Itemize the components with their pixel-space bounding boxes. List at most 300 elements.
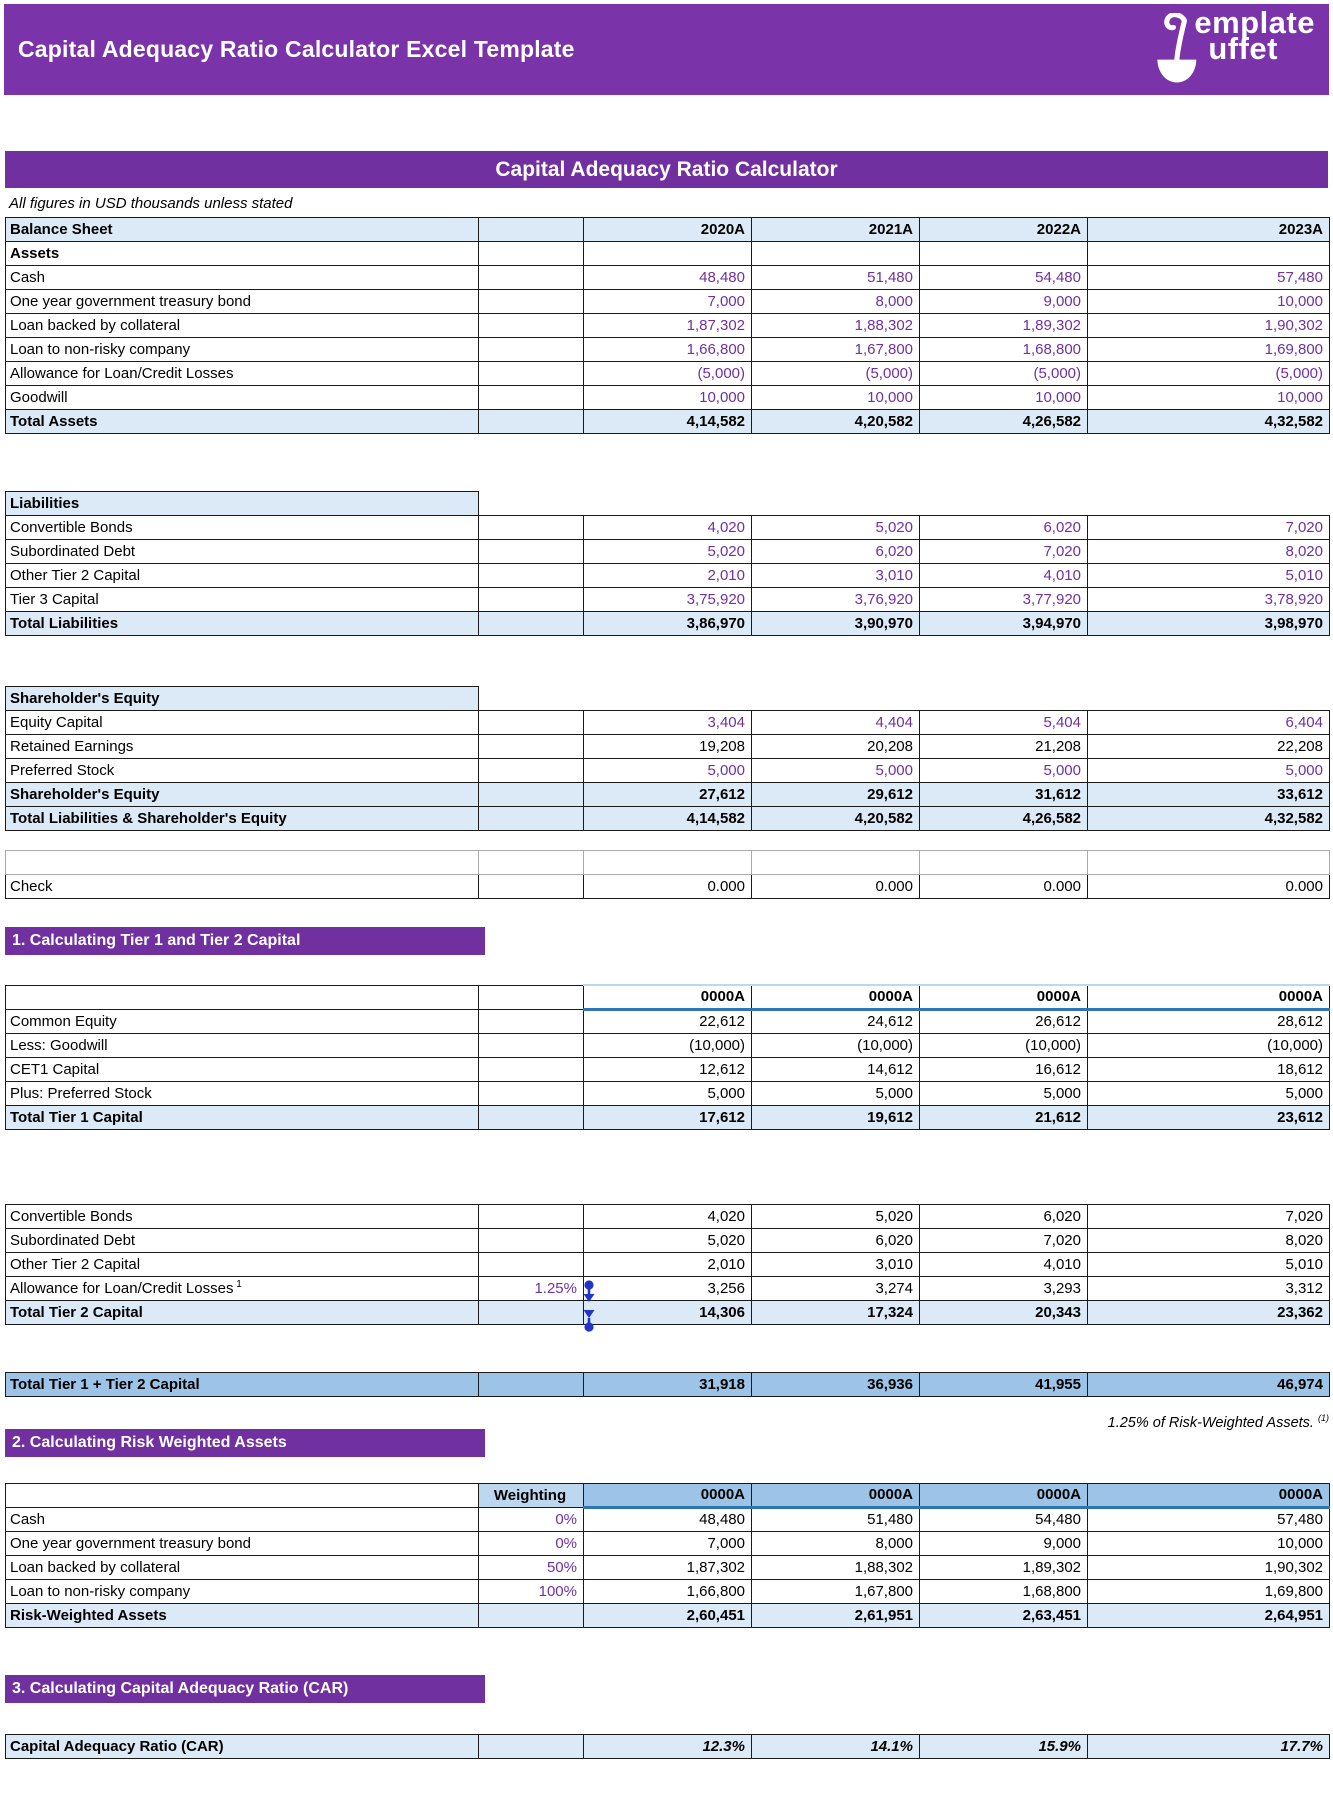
- row-label-cell[interactable]: Retained Earnings: [6, 735, 479, 759]
- total-liabilities-row: [6, 612, 1330, 636]
- value-cell[interactable]: (10,000): [1088, 1033, 1330, 1057]
- value-cell[interactable]: 7,020: [1088, 1204, 1330, 1228]
- value-cell[interactable]: 1,90,302: [1088, 314, 1330, 338]
- value-cell[interactable]: 24,612: [752, 1009, 920, 1033]
- row-label-cell[interactable]: Other Tier 2 Capital: [6, 1252, 479, 1276]
- value-cell[interactable]: 5,000: [920, 1081, 1088, 1105]
- value-cell[interactable]: 23,362: [1088, 1300, 1330, 1324]
- weight-cell[interactable]: [479, 612, 584, 636]
- rwa-table: [5, 1483, 1330, 1628]
- weight-cell[interactable]: [479, 711, 584, 735]
- value-cell[interactable]: (10,000): [920, 1033, 1088, 1057]
- row-label-cell[interactable]: Loan to non-risky company: [6, 338, 479, 362]
- app-header: [4, 4, 1329, 95]
- value-cell[interactable]: 5,000: [584, 759, 752, 783]
- value-cell[interactable]: 3,293: [920, 1276, 1088, 1300]
- value-cell[interactable]: 33,612: [1088, 783, 1330, 807]
- section-banner-car[interactable]: 3. Calculating Capital Adequacy Ratio (CAR): [5, 1675, 485, 1703]
- row-label-cell[interactable]: Capital Adequacy Ratio (CAR): [6, 1734, 479, 1758]
- weight-cell[interactable]: [479, 314, 584, 338]
- weight-cell[interactable]: [479, 218, 584, 242]
- cash-row: [6, 266, 1330, 290]
- value-cell[interactable]: 0000A: [752, 1483, 920, 1507]
- value-cell[interactable]: 7,020: [1088, 516, 1330, 540]
- value-cell[interactable]: 17,612: [584, 1105, 752, 1129]
- value-cell[interactable]: 51,480: [752, 1507, 920, 1531]
- tier1-masked-header-row: [6, 985, 1330, 1009]
- weight-cell[interactable]: [479, 564, 584, 588]
- retained-earnings-row: [6, 735, 1330, 759]
- value-cell[interactable]: 0000A: [752, 985, 920, 1009]
- row-label-cell[interactable]: Total Liabilities & Shareholder's Equity: [6, 807, 479, 831]
- value-cell[interactable]: 5,000: [920, 759, 1088, 783]
- row-label-cell[interactable]: Balance Sheet: [6, 218, 479, 242]
- value-cell[interactable]: 4,14,582: [584, 410, 752, 434]
- value-cell[interactable]: 41,955: [920, 1372, 1088, 1396]
- value-cell[interactable]: (10,000): [584, 1033, 752, 1057]
- value-cell[interactable]: [920, 687, 1088, 711]
- value-cell[interactable]: 2,010: [584, 1252, 752, 1276]
- value-cell[interactable]: 18,612: [1088, 1057, 1330, 1081]
- row-label-cell[interactable]: One year government treasury bond: [6, 1531, 479, 1555]
- value-cell[interactable]: 4,010: [920, 1252, 1088, 1276]
- value-cell[interactable]: [752, 492, 920, 516]
- value-cell[interactable]: 4,14,582: [584, 807, 752, 831]
- value-cell[interactable]: 17.7%: [1088, 1734, 1330, 1758]
- weight-cell[interactable]: [479, 386, 584, 410]
- value-cell[interactable]: 8,000: [752, 1531, 920, 1555]
- value-cell[interactable]: 8,020: [1088, 1228, 1330, 1252]
- value-cell[interactable]: 23,612: [1088, 1105, 1330, 1129]
- weight-cell[interactable]: [479, 1009, 584, 1033]
- value-cell[interactable]: 54,480: [920, 266, 1088, 290]
- value-cell[interactable]: (10,000): [752, 1033, 920, 1057]
- value-cell[interactable]: 3,90,970: [752, 612, 920, 636]
- brand-logo-text: [1194, 4, 1315, 66]
- row-label-cell[interactable]: Tier 3 Capital: [6, 588, 479, 612]
- weight-cell[interactable]: [479, 985, 584, 1009]
- loan-to-non-risky-company-row: [6, 338, 1330, 362]
- subordinated-debt-row: [6, 1228, 1330, 1252]
- value-cell[interactable]: 12.3%: [584, 1734, 752, 1758]
- weight-cell[interactable]: [479, 516, 584, 540]
- value-cell[interactable]: 6,020: [920, 516, 1088, 540]
- row-label-cell[interactable]: Total Tier 1 + Tier 2 Capital: [6, 1372, 479, 1396]
- row-label-cell[interactable]: Total Assets: [6, 410, 479, 434]
- sheet-title-bar[interactable]: Capital Adequacy Ratio Calculator: [5, 151, 1328, 188]
- total-liabilities-shareholder-s-equity-row: [6, 807, 1330, 831]
- value-cell[interactable]: 21,612: [920, 1105, 1088, 1129]
- value-cell[interactable]: (5,000): [584, 362, 752, 386]
- weight-cell[interactable]: [479, 1228, 584, 1252]
- weight-cell[interactable]: [479, 759, 584, 783]
- brand-logo-line1: emplate: [1194, 4, 1315, 40]
- value-cell[interactable]: 36,936: [752, 1372, 920, 1396]
- row-label-cell[interactable]: Plus: Preferred Stock: [6, 1081, 479, 1105]
- value-cell[interactable]: 4,020: [584, 516, 752, 540]
- check-table: [5, 850, 1330, 899]
- value-cell[interactable]: 1,87,302: [584, 1555, 752, 1579]
- rwa-footnote-sup: (1): [1318, 1412, 1329, 1423]
- weight-cell[interactable]: [479, 875, 584, 899]
- value-cell[interactable]: 2,64,951: [1088, 1603, 1330, 1627]
- row-label-cell[interactable]: [6, 1483, 479, 1507]
- weight-cell[interactable]: 50%: [479, 1555, 584, 1579]
- trace-arrow-icon: [581, 1280, 597, 1332]
- value-cell[interactable]: 3,86,970: [584, 612, 752, 636]
- weight-cell[interactable]: [479, 1734, 584, 1758]
- value-cell[interactable]: 1,68,800: [920, 1579, 1088, 1603]
- value-cell[interactable]: 10,000: [584, 386, 752, 410]
- value-cell[interactable]: (5,000): [752, 362, 920, 386]
- value-cell[interactable]: 27,612: [584, 783, 752, 807]
- value-cell[interactable]: 1,90,302: [1088, 1555, 1330, 1579]
- value-cell[interactable]: 31,918: [584, 1372, 752, 1396]
- value-cell[interactable]: 0000A: [584, 985, 752, 1009]
- row-label-cell[interactable]: Loan to non-risky company: [6, 1579, 479, 1603]
- value-cell[interactable]: 26,612: [920, 1009, 1088, 1033]
- value-cell[interactable]: 57,480: [1088, 1507, 1330, 1531]
- value-cell[interactable]: 19,208: [584, 735, 752, 759]
- allowance-for-loan-credit-losses-row: [6, 362, 1330, 386]
- row-label-cell[interactable]: Convertible Bonds: [6, 516, 479, 540]
- value-cell[interactable]: 54,480: [920, 1507, 1088, 1531]
- value-cell[interactable]: 14,306: [584, 1300, 752, 1324]
- weight-cell[interactable]: [479, 1057, 584, 1081]
- row-label-cell[interactable]: Shareholder's Equity: [6, 687, 479, 711]
- row-label-cell[interactable]: Total Tier 1 Capital: [6, 1105, 479, 1129]
- value-cell[interactable]: 6,020: [920, 1204, 1088, 1228]
- value-cell[interactable]: 5,000: [752, 759, 920, 783]
- value-cell[interactable]: 29,612: [752, 783, 920, 807]
- balance-sheet-row: [6, 218, 1330, 242]
- value-cell[interactable]: 20,208: [752, 735, 920, 759]
- value-cell[interactable]: 5,010: [1088, 1252, 1330, 1276]
- row-label-cell[interactable]: Equity Capital: [6, 711, 479, 735]
- row-label-cell[interactable]: Assets: [6, 242, 479, 266]
- value-cell[interactable]: 2,61,951: [752, 1603, 920, 1627]
- row-label-cell[interactable]: Risk-Weighted Assets: [6, 1603, 479, 1627]
- weight-cell[interactable]: [479, 807, 584, 831]
- weight-cell[interactable]: [479, 338, 584, 362]
- value-cell[interactable]: 46,974: [1088, 1372, 1330, 1396]
- value-cell[interactable]: 3,312: [1088, 1276, 1330, 1300]
- weight-cell[interactable]: [479, 266, 584, 290]
- value-cell[interactable]: 2,63,451: [920, 1603, 1088, 1627]
- value-cell[interactable]: [1088, 851, 1330, 875]
- value-cell[interactable]: 5,020: [584, 540, 752, 564]
- capital-adequacy-ratio-car-row: [6, 1734, 1330, 1758]
- value-cell[interactable]: 1,87,302: [584, 314, 752, 338]
- value-cell[interactable]: 5,010: [1088, 564, 1330, 588]
- row-label-cell[interactable]: Goodwill: [6, 386, 479, 410]
- value-cell[interactable]: 7,020: [920, 1228, 1088, 1252]
- value-cell[interactable]: 4,404: [752, 711, 920, 735]
- equity-table: [5, 686, 1330, 831]
- row-label-cell[interactable]: Cash: [6, 266, 479, 290]
- other-tier-2-capital-row: [6, 1252, 1330, 1276]
- weight-cell[interactable]: [479, 783, 584, 807]
- weight-cell[interactable]: 100%: [479, 1579, 584, 1603]
- preferred-stock-row: [6, 759, 1330, 783]
- row-label-cell[interactable]: Cash: [6, 1507, 479, 1531]
- weight-cell[interactable]: [479, 1033, 584, 1057]
- tier-3-capital-row: [6, 588, 1330, 612]
- weight-cell[interactable]: [479, 588, 584, 612]
- common-equity-row: [6, 1009, 1330, 1033]
- value-cell[interactable]: [920, 851, 1088, 875]
- value-cell[interactable]: 3,78,920: [1088, 588, 1330, 612]
- allowance-for-loan-credit-losses-row: [6, 1276, 1330, 1300]
- row-label-cell[interactable]: Total Tier 2 Capital: [6, 1300, 479, 1324]
- value-cell[interactable]: 1,66,800: [584, 338, 752, 362]
- weight-cell[interactable]: 0%: [479, 1531, 584, 1555]
- value-cell[interactable]: 2022A: [920, 218, 1088, 242]
- weight-cell[interactable]: [479, 687, 584, 711]
- value-cell[interactable]: 16,612: [920, 1057, 1088, 1081]
- value-cell[interactable]: 7,000: [584, 290, 752, 314]
- weight-cell[interactable]: [479, 851, 584, 875]
- value-cell[interactable]: 21,208: [920, 735, 1088, 759]
- value-cell[interactable]: 4,010: [920, 564, 1088, 588]
- value-cell[interactable]: (5,000): [920, 362, 1088, 386]
- value-cell[interactable]: 7,020: [920, 540, 1088, 564]
- tier2-section: [0, 1204, 1333, 1325]
- value-cell[interactable]: 10,000: [1088, 1531, 1330, 1555]
- value-cell[interactable]: 3,94,970: [920, 612, 1088, 636]
- value-cell[interactable]: 5,000: [584, 1081, 752, 1105]
- weight-cell[interactable]: [479, 1372, 584, 1396]
- value-cell[interactable]: [752, 687, 920, 711]
- tier1-2-total-table: [5, 1372, 1330, 1397]
- value-cell[interactable]: 2021A: [752, 218, 920, 242]
- value-cell[interactable]: [920, 242, 1088, 266]
- value-cell[interactable]: 51,480: [752, 266, 920, 290]
- weight-cell[interactable]: [479, 410, 584, 434]
- weight-cell[interactable]: Weighting: [479, 1483, 584, 1507]
- weight-cell[interactable]: [479, 242, 584, 266]
- total-assets-row: [6, 410, 1330, 434]
- value-cell[interactable]: 5,000: [1088, 1081, 1330, 1105]
- rwa-footnote-text: 1.25% of Risk-Weighted Assets.: [1107, 1414, 1314, 1431]
- value-cell[interactable]: [752, 242, 920, 266]
- row-label-cell[interactable]: Allowance for Loan/Credit Losses: [6, 362, 479, 386]
- weight-cell[interactable]: [479, 1105, 584, 1129]
- value-cell[interactable]: 28,612: [1088, 1009, 1330, 1033]
- value-cell[interactable]: [584, 492, 752, 516]
- rwa-footnote[interactable]: [5, 1409, 1329, 1431]
- value-cell[interactable]: [584, 242, 752, 266]
- weight-cell[interactable]: [479, 1081, 584, 1105]
- weight-cell[interactable]: [479, 1300, 584, 1324]
- row-label-cell[interactable]: Allowance for Loan/Credit Losses $^1$: [6, 1276, 479, 1300]
- row-label-cell[interactable]: Other Tier 2 Capital: [6, 564, 479, 588]
- loan-backed-by-collateral-row: [6, 1555, 1330, 1579]
- value-cell[interactable]: 10,000: [920, 386, 1088, 410]
- row-label-cell[interactable]: CET1 Capital: [6, 1057, 479, 1081]
- value-cell[interactable]: 0.000: [752, 875, 920, 899]
- other-tier-2-capital-row: [6, 564, 1330, 588]
- weight-cell[interactable]: [479, 290, 584, 314]
- value-cell[interactable]: [1088, 687, 1330, 711]
- rwa-rwa-header-row: [6, 1483, 1330, 1507]
- weight-cell[interactable]: [479, 540, 584, 564]
- value-cell[interactable]: 1,88,302: [752, 314, 920, 338]
- value-cell[interactable]: 6,020: [752, 540, 920, 564]
- risk-weighted-assets-row: [6, 1603, 1330, 1627]
- row-label-cell[interactable]: [6, 985, 479, 1009]
- row-label-cell[interactable]: Preferred Stock: [6, 759, 479, 783]
- value-cell[interactable]: [1088, 242, 1330, 266]
- section-banner-tier-capital[interactable]: 1. Calculating Tier 1 and Tier 2 Capital: [5, 927, 485, 955]
- figures-note[interactable]: All figures in USD thousands unless stated: [9, 195, 293, 212]
- value-cell[interactable]: 2,010: [584, 564, 752, 588]
- value-cell[interactable]: 2,60,451: [584, 1603, 752, 1627]
- value-cell[interactable]: 10,000: [1088, 386, 1330, 410]
- value-cell[interactable]: 3,010: [752, 1252, 920, 1276]
- value-cell[interactable]: [752, 851, 920, 875]
- convertible-bonds-row: [6, 1204, 1330, 1228]
- value-cell[interactable]: [584, 687, 752, 711]
- value-cell[interactable]: 5,020: [584, 1228, 752, 1252]
- value-cell[interactable]: 0000A: [920, 985, 1088, 1009]
- value-cell[interactable]: 5,000: [752, 1081, 920, 1105]
- value-cell[interactable]: 4,020: [584, 1204, 752, 1228]
- row-label-cell[interactable]: Subordinated Debt: [6, 1228, 479, 1252]
- value-cell[interactable]: 17,324: [752, 1300, 920, 1324]
- shareholder-s-equity-row: [6, 783, 1330, 807]
- value-cell[interactable]: 10,000: [1088, 290, 1330, 314]
- value-cell[interactable]: 3,256: [584, 1276, 752, 1300]
- row-label-cell[interactable]: One year government treasury bond: [6, 290, 479, 314]
- value-cell[interactable]: 3,404: [584, 711, 752, 735]
- row-label-cell[interactable]: Total Liabilities: [6, 612, 479, 636]
- value-cell[interactable]: 0000A: [584, 1483, 752, 1507]
- value-cell[interactable]: 0.000: [920, 875, 1088, 899]
- value-cell[interactable]: 10,000: [752, 386, 920, 410]
- value-cell[interactable]: 48,480: [584, 266, 752, 290]
- value-cell[interactable]: 4,32,582: [1088, 410, 1330, 434]
- cash-row: [6, 1507, 1330, 1531]
- row-label-cell[interactable]: Check: [6, 875, 479, 899]
- value-cell[interactable]: 3,274: [752, 1276, 920, 1300]
- row-label-cell[interactable]: Liabilities: [6, 492, 479, 516]
- row-label-cell[interactable]: Loan backed by collateral: [6, 314, 479, 338]
- value-cell[interactable]: 14,612: [752, 1057, 920, 1081]
- value-cell[interactable]: 4,26,582: [920, 410, 1088, 434]
- value-cell[interactable]: 5,020: [752, 1204, 920, 1228]
- value-cell[interactable]: 14.1%: [752, 1734, 920, 1758]
- value-cell[interactable]: 5,000: [1088, 759, 1330, 783]
- value-cell[interactable]: 1,88,302: [752, 1555, 920, 1579]
- row-label-cell[interactable]: Common Equity: [6, 1009, 479, 1033]
- row-label-cell[interactable]: [6, 851, 479, 875]
- value-cell[interactable]: 20,343: [920, 1300, 1088, 1324]
- value-cell[interactable]: 0.000: [584, 875, 752, 899]
- value-cell[interactable]: 4,20,582: [752, 410, 920, 434]
- row-label-cell[interactable]: Less: Goodwill: [6, 1033, 479, 1057]
- value-cell[interactable]: 4,26,582: [920, 807, 1088, 831]
- car-table: [5, 1734, 1330, 1759]
- value-cell[interactable]: 0.000: [1088, 875, 1330, 899]
- value-cell[interactable]: 4,32,582: [1088, 807, 1330, 831]
- value-cell[interactable]: 1,89,302: [920, 1555, 1088, 1579]
- total-tier-1-capital-row: [6, 1105, 1330, 1129]
- value-cell[interactable]: 1,66,800: [584, 1579, 752, 1603]
- value-cell[interactable]: 22,612: [584, 1009, 752, 1033]
- row-label-cell[interactable]: Subordinated Debt: [6, 540, 479, 564]
- value-cell[interactable]: 19,612: [752, 1105, 920, 1129]
- value-cell[interactable]: (5,000): [1088, 362, 1330, 386]
- section-banner-rwa[interactable]: 2. Calculating Risk Weighted Assets: [5, 1429, 485, 1457]
- weight-cell[interactable]: 1.25%: [479, 1276, 584, 1300]
- value-cell[interactable]: 1,68,800: [920, 338, 1088, 362]
- value-cell[interactable]: [920, 492, 1088, 516]
- value-cell[interactable]: [1088, 492, 1330, 516]
- weight-cell[interactable]: 0%: [479, 1507, 584, 1531]
- weight-cell[interactable]: [479, 1603, 584, 1627]
- weight-cell[interactable]: [479, 492, 584, 516]
- weight-cell[interactable]: [479, 1252, 584, 1276]
- weight-cell[interactable]: [479, 735, 584, 759]
- weight-cell[interactable]: [479, 362, 584, 386]
- value-cell[interactable]: 3,76,920: [752, 588, 920, 612]
- value-cell[interactable]: 3,010: [752, 564, 920, 588]
- value-cell[interactable]: 6,020: [752, 1228, 920, 1252]
- value-cell[interactable]: 3,98,970: [1088, 612, 1330, 636]
- value-cell[interactable]: 1,89,302: [920, 314, 1088, 338]
- value-cell[interactable]: 31,612: [920, 783, 1088, 807]
- check-blank-row: [6, 851, 1330, 875]
- value-cell[interactable]: 2023A: [1088, 218, 1330, 242]
- balance-sheet-table: [5, 217, 1330, 434]
- value-cell[interactable]: 7,000: [584, 1531, 752, 1555]
- value-cell[interactable]: 0000A: [1088, 1483, 1330, 1507]
- value-cell[interactable]: 0000A: [920, 1483, 1088, 1507]
- value-cell[interactable]: 15.9%: [920, 1734, 1088, 1758]
- value-cell[interactable]: 5,020: [752, 516, 920, 540]
- row-label-cell[interactable]: Shareholder's Equity: [6, 783, 479, 807]
- value-cell[interactable]: 22,208: [1088, 735, 1330, 759]
- value-cell[interactable]: 4,20,582: [752, 807, 920, 831]
- value-cell[interactable]: 8,000: [752, 290, 920, 314]
- value-cell[interactable]: 57,480: [1088, 266, 1330, 290]
- value-cell[interactable]: 1,67,800: [752, 338, 920, 362]
- value-cell[interactable]: 6,404: [1088, 711, 1330, 735]
- value-cell[interactable]: 48,480: [584, 1507, 752, 1531]
- weight-cell[interactable]: [479, 1204, 584, 1228]
- value-cell[interactable]: 5,404: [920, 711, 1088, 735]
- value-cell[interactable]: 9,000: [920, 290, 1088, 314]
- value-cell[interactable]: 1,67,800: [752, 1579, 920, 1603]
- row-label-cell[interactable]: Convertible Bonds: [6, 1204, 479, 1228]
- value-cell[interactable]: 1,69,800: [1088, 338, 1330, 362]
- total-tier-2-capital-row: [6, 1300, 1330, 1324]
- tier1-table: [5, 984, 1330, 1130]
- value-cell[interactable]: 9,000: [920, 1531, 1088, 1555]
- value-cell[interactable]: 3,75,920: [584, 588, 752, 612]
- value-cell[interactable]: 8,020: [1088, 540, 1330, 564]
- value-cell[interactable]: 0000A: [1088, 985, 1330, 1009]
- value-cell[interactable]: 2020A: [584, 218, 752, 242]
- loan-to-non-risky-company-row: [6, 1579, 1330, 1603]
- liabilities-row: [6, 492, 1330, 516]
- value-cell[interactable]: 12,612: [584, 1057, 752, 1081]
- value-cell[interactable]: 3,77,920: [920, 588, 1088, 612]
- value-cell[interactable]: [584, 851, 752, 875]
- row-label-cell[interactable]: Loan backed by collateral: [6, 1555, 479, 1579]
- value-cell[interactable]: 1,69,800: [1088, 1579, 1330, 1603]
